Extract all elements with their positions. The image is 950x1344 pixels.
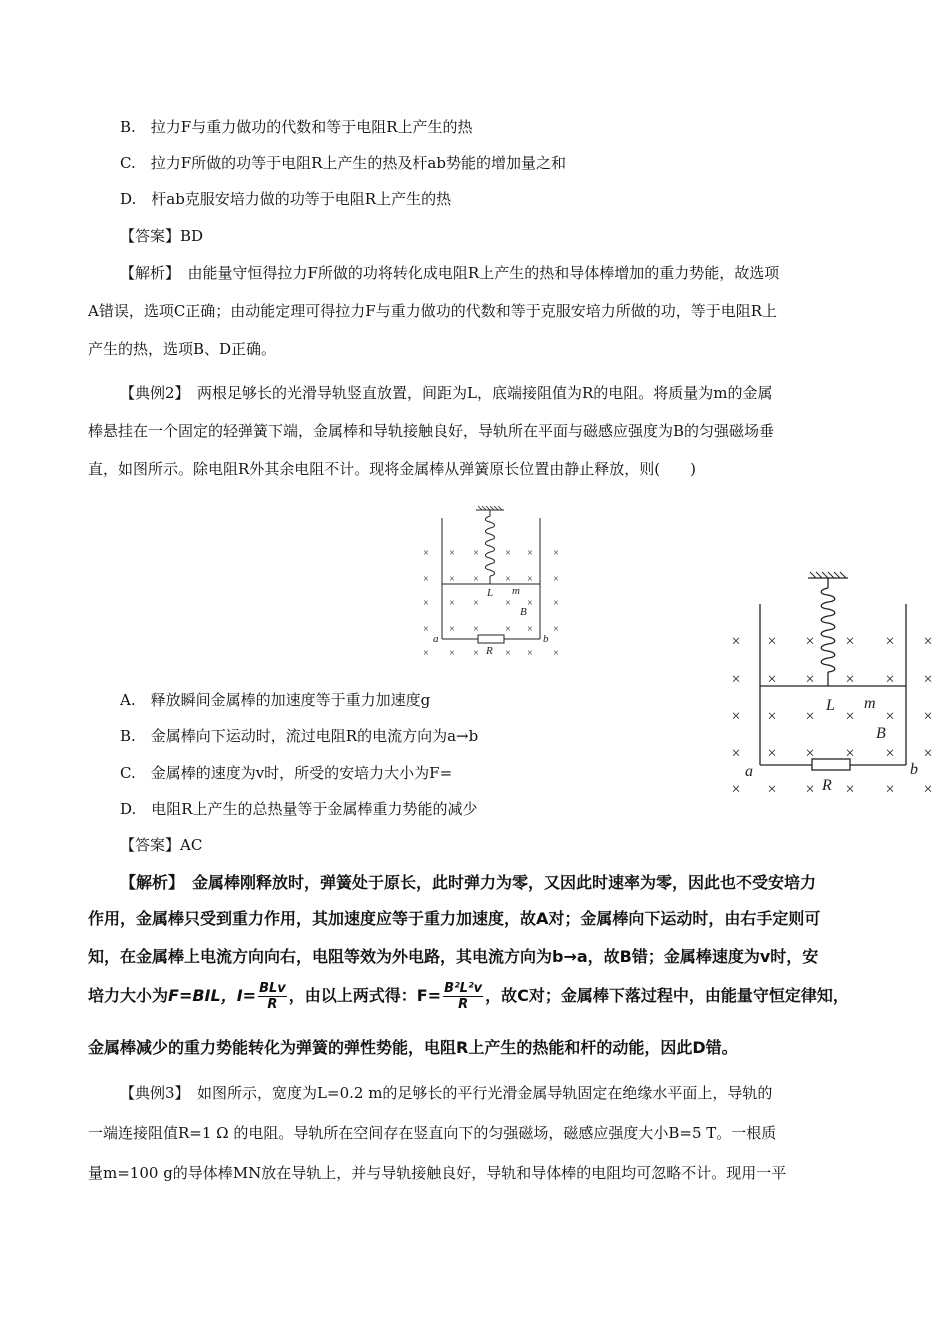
- svg-text:×: ×: [923, 633, 933, 650]
- q1-analysis-line3: 产生的热，选项B、D正确。: [88, 340, 277, 358]
- label-B: B: [520, 606, 527, 618]
- label-a: a: [433, 633, 439, 645]
- svg-text:×: ×: [767, 781, 777, 798]
- svg-text:×: ×: [423, 598, 429, 609]
- q2-answer: 【答案】AC: [120, 836, 203, 854]
- svg-text:×: ×: [731, 745, 741, 762]
- svg-text:×: ×: [473, 598, 479, 609]
- fraction-denominator: R: [267, 996, 278, 1012]
- fraction-denominator: R: [458, 996, 469, 1012]
- analysis-text-post: ，故C对；金属棒下落过程中，由能量守恒定律知，: [485, 986, 849, 1005]
- q1-option-b: B. 拉力F与重力做功的代数和等于电阻R上产生的热: [120, 118, 473, 136]
- svg-text:×: ×: [767, 745, 777, 762]
- svg-text:×: ×: [473, 648, 479, 659]
- svg-text:×: ×: [805, 671, 815, 688]
- circuit-figure-large: [720, 568, 948, 800]
- label-m: m: [512, 585, 520, 597]
- svg-text:×: ×: [731, 708, 741, 725]
- svg-text:×: ×: [767, 671, 777, 688]
- svg-text:×: ×: [527, 624, 533, 635]
- q2-analysis-line5: 金属棒减少的重力势能转化为弹簧的弹性势能，电阻R上产生的热能和杆的动能，因此D错。: [88, 1038, 738, 1057]
- svg-text:×: ×: [885, 781, 895, 798]
- svg-text:×: ×: [423, 548, 429, 559]
- svg-text:×: ×: [805, 708, 815, 725]
- svg-text:×: ×: [527, 548, 533, 559]
- q2-analysis-line2: 作用，金属棒只受到重力作用，其加速度应等于重力加速度，故A对；金属棒向下运动时，由右手定则可: [88, 909, 821, 928]
- svg-text:×: ×: [423, 648, 429, 659]
- fraction-blv-over-r: [258, 981, 287, 1012]
- q2-option-d: D. 电阻R上产生的总热量等于金属棒重力势能的减少: [120, 800, 478, 818]
- svg-text:×: ×: [505, 598, 511, 609]
- svg-text:×: ×: [449, 574, 455, 585]
- svg-text:B: B: [876, 725, 886, 742]
- svg-text:×: ×: [527, 598, 533, 609]
- svg-text:×: ×: [845, 708, 855, 725]
- svg-text:×: ×: [731, 671, 741, 688]
- svg-text:×: ×: [423, 574, 429, 585]
- fraction-numerator: B²L²v: [444, 980, 483, 996]
- svg-text:b: b: [910, 761, 918, 778]
- svg-text:×: ×: [553, 648, 559, 659]
- svg-text:×: ×: [805, 745, 815, 762]
- q2-option-b: B. 金属棒向下运动时，流过电阻R的电流方向为a→b: [120, 727, 479, 745]
- analysis-text: 培力大小为: [88, 986, 169, 1005]
- svg-text:×: ×: [449, 648, 455, 659]
- svg-text:×: ×: [923, 745, 933, 762]
- label-L: L: [487, 587, 494, 599]
- svg-text:a: a: [745, 763, 753, 780]
- svg-text:×: ×: [885, 708, 895, 725]
- q2-stem-line1: 【典例2】 两根足够长的光滑导轨竖直放置，间距为L，底端接阻值为R的电阻。将质量为m的金属: [120, 384, 773, 402]
- q2-analysis-line3: 知，在金属棒上电流方向向右，电阻等效为外电路，其电流方向为b→a，故B错；金属棒速度为v时，安: [88, 947, 819, 966]
- svg-text:×: ×: [731, 781, 741, 798]
- q2-option-a: A. 释放瞬间金属棒的加速度等于重力加速度g: [120, 691, 431, 709]
- q2-stem-line3: 直，如图所示。除电阻R外其余电阻不计。现将金属棒从弹簧原长位置由静止释放，则( ): [88, 460, 697, 478]
- q1-analysis-line2: A错误，选项C正确；由动能定理可得拉力F与重力做功的代数和等于克服安培力所做的功，等于电阻R上: [88, 302, 778, 320]
- svg-text:×: ×: [505, 574, 511, 585]
- q3-stem-line3: 量m=100 g的导体棒MN放在导轨上，并与导轨接触良好，导轨和导体棒的电阻均可忽略不计。现用一平: [88, 1164, 787, 1182]
- svg-text:R: R: [822, 777, 832, 794]
- svg-text:×: ×: [845, 745, 855, 762]
- svg-text:×: ×: [473, 548, 479, 559]
- svg-text:×: ×: [449, 548, 455, 559]
- svg-text:×: ×: [473, 624, 479, 635]
- svg-text:×: ×: [805, 781, 815, 798]
- svg-text:×: ×: [923, 708, 933, 725]
- svg-text:×: ×: [505, 548, 511, 559]
- label-R: R: [486, 645, 493, 657]
- svg-text:×: ×: [805, 633, 815, 650]
- fraction-b2l2v-over-r: [443, 981, 483, 1012]
- svg-text:×: ×: [553, 548, 559, 559]
- svg-text:×: ×: [845, 671, 855, 688]
- q2-analysis-line1: 【解析】 金属棒刚释放时，弹簧处于原长，此时弹力为零，又因此时速率为零，因此也不受安培力: [120, 873, 817, 892]
- svg-text:×: ×: [527, 574, 533, 585]
- svg-text:×: ×: [473, 574, 479, 585]
- svg-text:×: ×: [505, 648, 511, 659]
- svg-text:×: ×: [553, 624, 559, 635]
- circuit-figure-small: [412, 502, 572, 662]
- fraction-numerator: BLv: [259, 980, 286, 996]
- q1-answer: 【答案】BD: [120, 227, 204, 245]
- svg-text:×: ×: [449, 624, 455, 635]
- svg-text:×: ×: [505, 624, 511, 635]
- svg-text:×: ×: [553, 598, 559, 609]
- svg-text:×: ×: [767, 708, 777, 725]
- svg-text:×: ×: [885, 671, 895, 688]
- q2-analysis-line4: [88, 976, 849, 1016]
- svg-text:L: L: [826, 697, 835, 714]
- q3-stem-line2: 一端连接阻值R=1 Ω 的电阻。导轨所在空间存在竖直向下的匀强磁场，磁感应强度大小B=5 T。一根质: [88, 1124, 777, 1142]
- analysis-text-mid: ，由以上两式得：F=: [288, 986, 442, 1005]
- svg-text:×: ×: [845, 633, 855, 650]
- svg-text:m: m: [864, 695, 876, 712]
- svg-text:×: ×: [845, 781, 855, 798]
- svg-text:×: ×: [527, 648, 533, 659]
- formula-lhs: F=BIL，I=: [168, 986, 257, 1005]
- svg-text:×: ×: [885, 745, 895, 762]
- svg-text:×: ×: [553, 574, 559, 585]
- svg-text:×: ×: [923, 671, 933, 688]
- svg-text:×: ×: [423, 624, 429, 635]
- svg-text:×: ×: [923, 781, 933, 798]
- svg-text:×: ×: [449, 598, 455, 609]
- q1-analysis-line1: 【解析】 由能量守恒得拉力F所做的功将转化成电阻R上产生的热和导体棒增加的重力势能，故选项: [120, 264, 780, 282]
- q3-stem-line1: 【典例3】 如图所示，宽度为L=0.2 m的足够长的平行光滑金属导轨固定在绝缘水平面上，导轨的: [120, 1084, 773, 1102]
- q1-option-d: D. 杆ab克服安培力做的功等于电阻R上产生的热: [120, 190, 452, 208]
- q2-stem-line2: 棒悬挂在一个固定的轻弹簧下端，金属棒和导轨接触良好，导轨所在平面与磁感应强度为B的匀强磁场垂: [88, 422, 775, 440]
- svg-text:×: ×: [731, 633, 741, 650]
- q2-option-c: C. 金属棒的速度为v时，所受的安培力大小为F=: [120, 764, 453, 782]
- q1-option-c: C. 拉力F所做的功等于电阻R上产生的热及杆ab势能的增加量之和: [120, 154, 566, 172]
- svg-text:×: ×: [767, 633, 777, 650]
- label-b: b: [543, 633, 549, 645]
- svg-text:×: ×: [885, 633, 895, 650]
